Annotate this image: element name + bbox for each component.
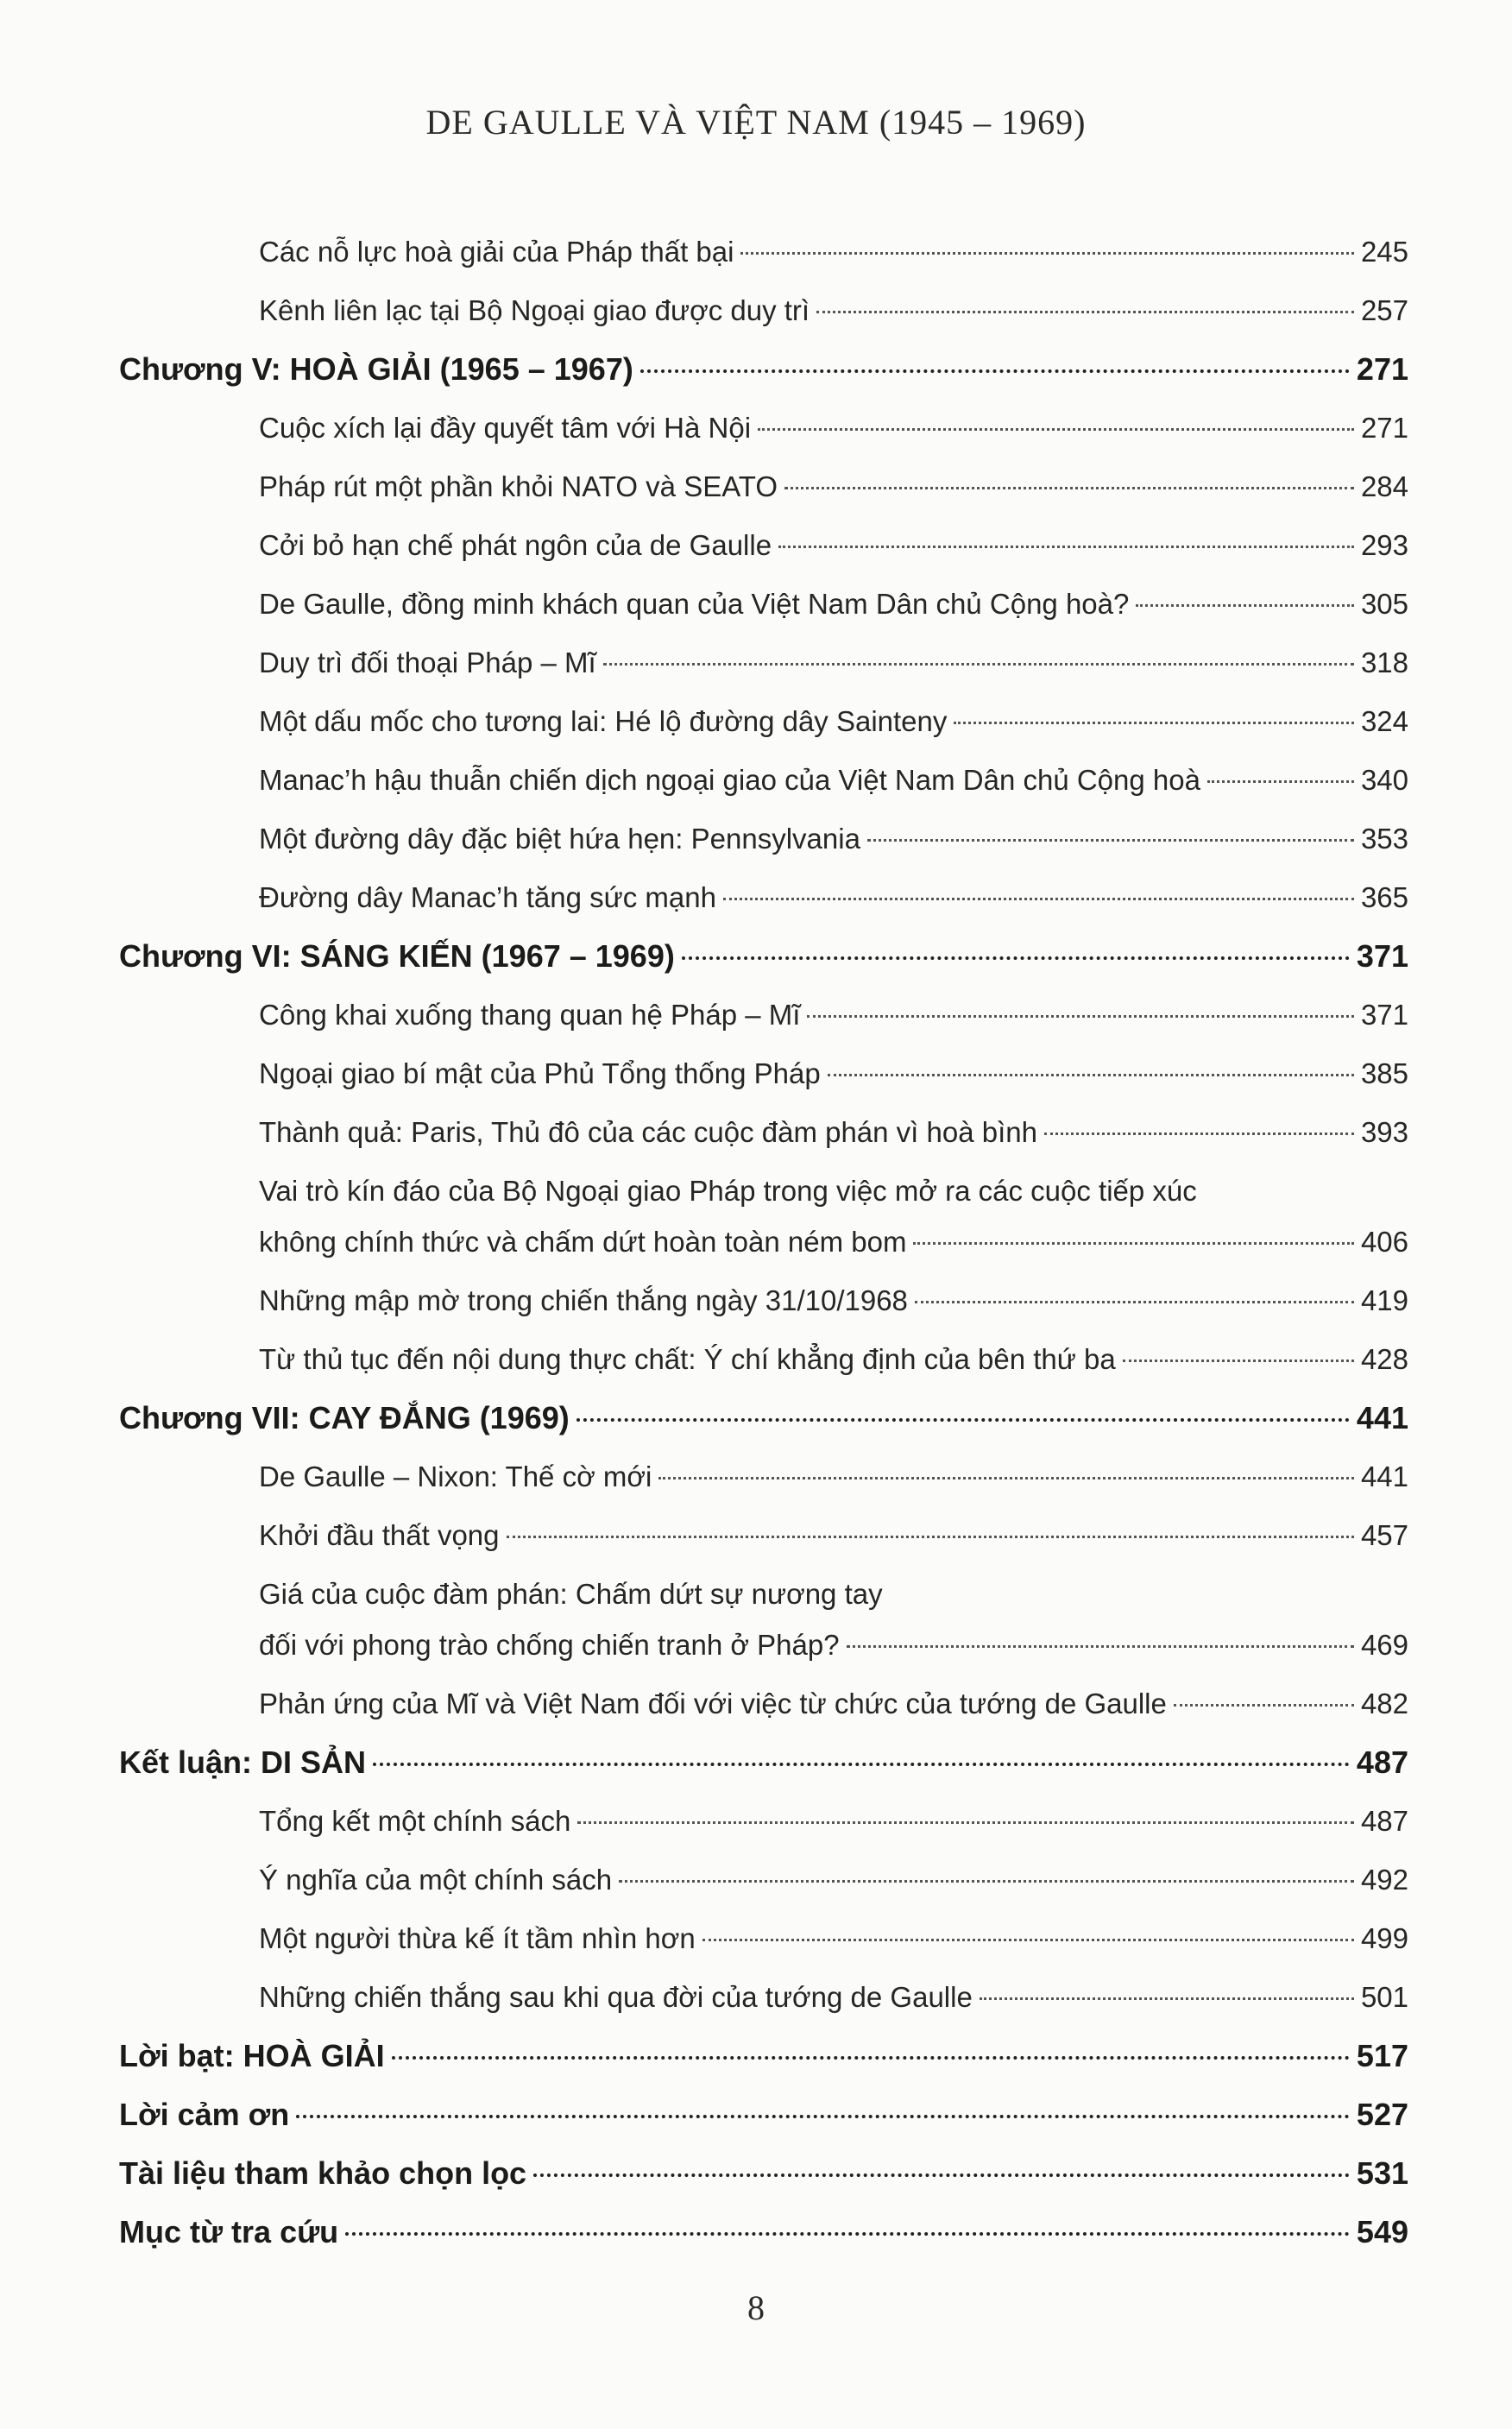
toc-section-entry (119, 585, 1408, 623)
dot-leader (507, 1536, 1354, 1538)
toc-section-entry (119, 409, 1408, 447)
toc-page-number: 501 (1360, 1981, 1408, 2013)
toc-entry-title: Kênh liên lạc tại Bộ Ngoại giao được duy trì (259, 294, 810, 326)
toc-page-number: 499 (1360, 1922, 1408, 1954)
dot-leader (807, 1015, 1353, 1018)
dot-leader (1123, 1360, 1354, 1362)
toc-section-entry (119, 1920, 1408, 1958)
dot-leader (954, 722, 1354, 724)
dot-leader (1207, 780, 1354, 783)
table-of-contents (119, 233, 1408, 2272)
toc-section-entry (119, 468, 1408, 506)
toc-entry-title: Từ thủ tục đến nội dung thực chất: Ý chí khẳng định của bên thứ ba (259, 1343, 1116, 1375)
toc-page-number: 305 (1360, 588, 1408, 620)
toc-section-entry (119, 644, 1408, 682)
toc-page-number: 371 (1356, 938, 1408, 974)
toc-chapter-entry (119, 1744, 1408, 1782)
dot-leader (576, 1418, 1350, 1422)
toc-entry-title: Cuộc xích lại đầy quyết tâm với Hà Nội (259, 412, 752, 444)
toc-page-number: 293 (1360, 529, 1408, 561)
dot-leader (740, 252, 1353, 255)
toc-entry-title: Cởi bỏ hạn chế phát ngôn của de Gaulle (259, 529, 772, 561)
toc-entry-title-continued: đối với phong trào chống chiến tranh ở Pháp? (259, 1629, 840, 1661)
toc-entry-title: Vai trò kín đáo của Bộ Ngoại giao Pháp trong việc mở ra các cuộc tiếp xúc (259, 1175, 1197, 1207)
dot-leader (640, 369, 1350, 373)
dot-leader (784, 487, 1354, 489)
toc-section-entry (119, 1341, 1408, 1379)
toc-section-entry (119, 1517, 1408, 1555)
toc-section-entry (119, 761, 1408, 799)
toc-section-entry (119, 820, 1408, 858)
toc-entry-title: Công khai xuống thang quan hệ Pháp – Mĩ (259, 999, 801, 1031)
toc-section-entry (119, 1861, 1408, 1899)
toc-entry-title: Thành quả: Paris, Thủ đô của các cuộc đàm phán vì hoà bình (259, 1116, 1037, 1148)
toc-entry-title: Chương VII: CAY ĐẮNG (1969) (119, 1400, 570, 1435)
dot-leader (1174, 1704, 1354, 1707)
toc-entry-title: Phản ứng của Mĩ và Việt Nam đối với việc từ chức của tướng de Gaulle (259, 1688, 1167, 1719)
toc-entry-title: Tài liệu tham khảo chọn lọc (119, 2155, 527, 2191)
toc-section-entry (119, 1458, 1408, 1496)
dot-leader (533, 2173, 1350, 2177)
dot-leader (603, 663, 1354, 666)
toc-page-number: 340 (1360, 764, 1408, 796)
dot-leader (345, 2232, 1350, 2236)
toc-entry-title: Ý nghĩa của một chính sách (259, 1864, 613, 1896)
toc-entry-title: Những chiến thắng sau khi qua đời của tướng de Gaulle (259, 1981, 973, 2013)
toc-section-entry (119, 703, 1408, 741)
dot-leader (296, 2115, 1350, 2118)
dot-leader (915, 1301, 1354, 1303)
toc-chapter-entry (119, 350, 1408, 388)
dot-leader (913, 1242, 1353, 1245)
toc-page-number: 353 (1360, 823, 1408, 855)
toc-page-number: 257 (1360, 294, 1408, 326)
toc-chapter-entry (119, 2037, 1408, 2075)
dot-leader (723, 898, 1354, 900)
toc-page-number: 482 (1360, 1688, 1408, 1719)
toc-entry-title: Chương VI: SÁNG KIẾN (1967 – 1969) (119, 938, 675, 974)
dot-leader (373, 1763, 1350, 1766)
toc-section-entry (119, 1802, 1408, 1840)
toc-page-number: 517 (1356, 2038, 1408, 2073)
dot-leader (867, 839, 1354, 842)
toc-page-number: 527 (1356, 2097, 1408, 2132)
toc-page-number: 441 (1360, 1461, 1408, 1492)
dot-leader (682, 956, 1350, 960)
toc-entry-title: Manac’h hậu thuẫn chiến dịch ngoại giao của Việt Nam Dân chủ Cộng hoà (259, 764, 1200, 796)
toc-page-number: 469 (1360, 1629, 1408, 1661)
toc-entry-title: Lời cảm ơn (119, 2097, 290, 2132)
dot-leader (758, 428, 1354, 431)
dot-leader (702, 1939, 1354, 1941)
toc-chapter-entry (119, 937, 1408, 975)
toc-page-number: 428 (1360, 1343, 1408, 1375)
toc-section-entry (119, 879, 1408, 917)
toc-section-entry (119, 292, 1408, 330)
toc-chapter-entry (119, 1399, 1408, 1437)
dot-leader (980, 1997, 1354, 2000)
toc-section-entry (119, 996, 1408, 1034)
toc-entry-title: Một người thừa kế ít tầm nhìn hơn (259, 1922, 696, 1954)
running-header: DE GAULLE VÀ VIỆT NAM (1945 – 1969) (425, 103, 1087, 142)
toc-entry-title: Một dấu mốc cho tương lai: Hé lộ đường dây Sainteny (259, 705, 948, 737)
toc-page-number: 324 (1360, 705, 1408, 737)
page-number: 8 (747, 2288, 765, 2327)
toc-chapter-entry (119, 2096, 1408, 2134)
toc-entry-title: Mục từ tra cứu (119, 2214, 339, 2249)
dot-leader (619, 1880, 1354, 1883)
toc-page-number: 245 (1360, 236, 1408, 268)
toc-entry-title: Pháp rút một phần khỏi NATO và SEATO (259, 470, 778, 502)
toc-entry-title: Các nỗ lực hoà giải của Pháp thất bại (259, 236, 734, 268)
toc-page-number: 365 (1360, 881, 1408, 913)
toc-section-entry (119, 233, 1408, 271)
toc-page-number: 487 (1360, 1805, 1408, 1837)
dot-leader (778, 546, 1354, 548)
toc-page-number: 441 (1356, 1400, 1408, 1435)
dot-leader (847, 1645, 1354, 1648)
toc-chapter-entry (119, 2213, 1408, 2251)
toc-page-number: 406 (1360, 1226, 1408, 1258)
toc-entry-title-continued: không chính thức và chấm dứt hoàn toàn ném bom (259, 1226, 907, 1258)
toc-entry-title: Tổng kết một chính sách (259, 1805, 571, 1837)
toc-entry-title: Kết luận: DI SẢN (119, 1744, 367, 1780)
toc-entry-title: Đường dây Manac’h tăng sức mạnh (259, 881, 716, 913)
toc-page-number: 271 (1360, 412, 1408, 444)
toc-page-number: 318 (1360, 647, 1408, 678)
toc-entry-title: Lời bạt: HOÀ GIẢI (119, 2038, 385, 2073)
toc-page-number: 284 (1360, 470, 1408, 502)
dot-leader (816, 311, 1354, 313)
toc-section-entry (119, 1978, 1408, 2016)
toc-page-number: 419 (1360, 1284, 1408, 1316)
toc-entry-title: Những mập mờ trong chiến thắng ngày 31/10/1968 (259, 1284, 908, 1316)
toc-section-entry (119, 527, 1408, 565)
toc-page-number: 271 (1356, 351, 1408, 387)
toc-section-entry (119, 1685, 1408, 1723)
toc-page-number: 531 (1356, 2155, 1408, 2191)
toc-page-number: 487 (1356, 1744, 1408, 1780)
dot-leader (392, 2056, 1350, 2060)
toc-page-number: 457 (1360, 1519, 1408, 1551)
toc-section-entry (119, 1575, 1408, 1664)
toc-page-number: 385 (1360, 1057, 1408, 1089)
toc-page-number: 549 (1356, 2214, 1408, 2249)
toc-entry-title: Khởi đầu thất vọng (259, 1519, 500, 1551)
toc-entry-title: De Gaulle, đồng minh khách quan của Việt Nam Dân chủ Cộng hoà? (259, 588, 1130, 620)
toc-section-entry (119, 1282, 1408, 1320)
dot-leader (658, 1477, 1354, 1479)
dot-leader (1044, 1132, 1354, 1135)
toc-section-entry (119, 1114, 1408, 1151)
toc-entry-title: Giá của cuộc đàm phán: Chấm dứt sự nương tay (259, 1578, 883, 1610)
toc-entry-title: De Gaulle – Nixon: Thế cờ mới (259, 1461, 652, 1492)
toc-page-number: 492 (1360, 1864, 1408, 1896)
toc-entry-title: Một đường dây đặc biệt hứa hẹn: Pennsylvania (259, 823, 860, 855)
toc-page-number: 393 (1360, 1116, 1408, 1148)
toc-section-entry (119, 1055, 1408, 1093)
toc-entry-title: Chương V: HOÀ GIẢI (1965 – 1967) (119, 351, 633, 387)
dot-leader (1136, 604, 1354, 607)
toc-page-number: 371 (1360, 999, 1408, 1031)
dot-leader (828, 1074, 1354, 1076)
dot-leader (577, 1821, 1354, 1824)
toc-section-entry (119, 1172, 1408, 1261)
toc-entry-title: Duy trì đối thoại Pháp – Mĩ (259, 647, 596, 678)
toc-entry-title: Ngoại giao bí mật của Phủ Tổng thống Pháp (259, 1057, 821, 1089)
toc-chapter-entry (119, 2155, 1408, 2192)
